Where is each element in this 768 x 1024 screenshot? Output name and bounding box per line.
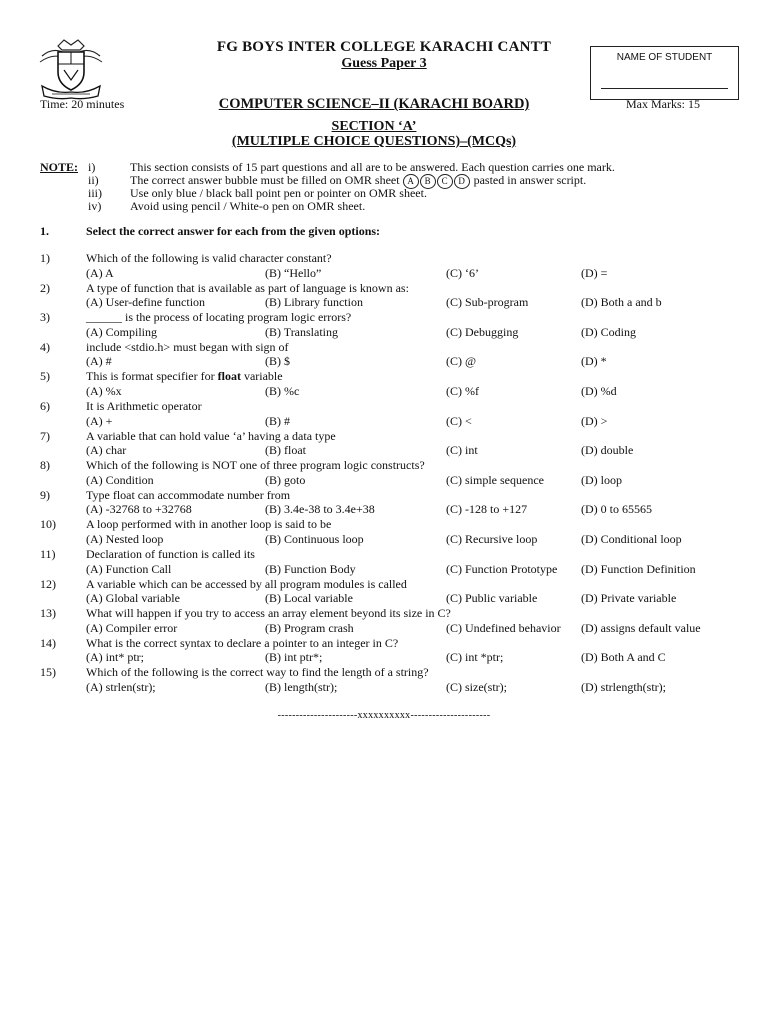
option-d: (D) Function Definition bbox=[581, 561, 696, 576]
question-number: 12) bbox=[40, 576, 56, 591]
bubble-d-icon: D bbox=[454, 174, 470, 189]
option-d: (D) assigns default value bbox=[581, 620, 701, 635]
option-a: (A) Function Call bbox=[86, 561, 172, 576]
question-text: Which of the following is NOT one of three program logic constructs? bbox=[86, 458, 425, 473]
section-title: SECTION ‘A’ bbox=[331, 119, 417, 134]
question-number: 15) bbox=[40, 665, 56, 680]
option-c: (C) int *ptr; bbox=[446, 650, 504, 665]
option-b: (B) “Hello” bbox=[265, 265, 322, 280]
question-text-part: This is format specifier for bbox=[86, 369, 218, 384]
option-c: (C) size(str); bbox=[446, 679, 507, 694]
question-keyword: float bbox=[217, 369, 241, 384]
option-c: (C) Debugging bbox=[446, 324, 519, 339]
option-b: (B) $ bbox=[265, 354, 290, 369]
option-a: (A) + bbox=[86, 413, 113, 428]
option-a: (A) int* ptr; bbox=[86, 650, 144, 665]
question-text: A loop performed with in another loop is said to be bbox=[86, 517, 332, 532]
bubble-b-icon: B bbox=[420, 174, 436, 189]
note-suffix: pasted in answer script. bbox=[473, 173, 587, 187]
bubble-a-icon: A bbox=[403, 174, 419, 189]
question-text: Type float can accommodate number from bbox=[86, 487, 291, 502]
option-c: (C) Recursive loop bbox=[446, 531, 538, 546]
option-d: (D) 0 to 65565 bbox=[581, 502, 652, 517]
max-marks: Max Marks: 15 bbox=[626, 97, 700, 111]
time-allowed: Time: 20 minutes bbox=[40, 97, 125, 111]
question-number: 1) bbox=[40, 251, 50, 265]
option-b: (B) Function Body bbox=[265, 561, 356, 576]
question-number: 2) bbox=[40, 280, 50, 295]
note-text: Use only blue / black ball point pen or pointer on OMR sheet. bbox=[130, 186, 427, 200]
option-c: (C) -128 to +127 bbox=[446, 502, 528, 517]
option-a: (A) User-define function bbox=[86, 295, 206, 310]
option-b: (B) float bbox=[265, 443, 306, 458]
option-b: (B) int ptr*; bbox=[265, 650, 323, 665]
q1-instruction: Select the correct answer for each from the given options: bbox=[86, 224, 381, 238]
note-num: i) bbox=[88, 160, 96, 174]
question-number: 11) bbox=[40, 547, 56, 561]
option-b: (B) length(str); bbox=[265, 679, 338, 694]
option-c: (C) simple sequence bbox=[446, 472, 544, 487]
subject-title: COMPUTER SCIENCE–II (KARACHI BOARD) bbox=[218, 96, 530, 112]
option-a: (A) char bbox=[86, 443, 127, 458]
option-b: (B) Translating bbox=[265, 324, 339, 339]
question-number: 8) bbox=[40, 458, 50, 473]
option-a: (A) Compiling bbox=[86, 324, 157, 339]
option-a: (A) Condition bbox=[86, 472, 154, 487]
question-text: What is the correct syntax to declare a pointer to an integer in C? bbox=[86, 635, 399, 650]
option-b: (B) # bbox=[265, 413, 290, 428]
option-a: (A) Nested loop bbox=[86, 531, 164, 546]
option-c: (C) int bbox=[446, 443, 478, 458]
question-text: include <stdio.h> must began with sign of bbox=[86, 339, 289, 354]
option-b: (B) goto bbox=[265, 472, 306, 487]
option-d: (D) > bbox=[581, 413, 608, 428]
option-b: (B) Program crash bbox=[265, 620, 354, 635]
option-d: (D) Private variable bbox=[581, 591, 677, 606]
note-label: NOTE: bbox=[40, 160, 79, 174]
note-num: ii) bbox=[88, 173, 99, 187]
option-d: (D) Both a and b bbox=[581, 295, 662, 310]
note-num: iii) bbox=[88, 186, 102, 200]
college-name: FG BOYS INTER COLLEGE KARACHI CANTT bbox=[216, 39, 552, 55]
option-d: (D) Both A and C bbox=[581, 650, 666, 665]
question-text bbox=[86, 369, 283, 384]
question-number: 9) bbox=[40, 487, 50, 502]
option-d: (D) loop bbox=[581, 472, 622, 487]
section-subtitle: (MULTIPLE CHOICE QUESTIONS)–(MCQs) bbox=[231, 134, 517, 149]
option-c: (C) ‘6’ bbox=[446, 265, 479, 280]
option-a: (A) -32768 to +32768 bbox=[86, 502, 192, 517]
footer-separator: ----------------------xxxxxxxxxx---------------------- bbox=[277, 710, 491, 721]
option-d: (D) * bbox=[581, 354, 607, 369]
option-a: (A) %x bbox=[86, 383, 122, 398]
note-label-text: NOTE bbox=[40, 160, 75, 174]
option-b: (B) Local variable bbox=[265, 591, 353, 606]
name-box-label: NAME OF STUDENT bbox=[616, 52, 713, 63]
option-a: (A) Compiler error bbox=[86, 620, 178, 635]
option-b: (B) %c bbox=[265, 383, 300, 398]
note-text: This section consists of 15 part questions and all are to be answered. Each question carries one mark. bbox=[130, 160, 615, 174]
option-c: (C) < bbox=[446, 413, 472, 428]
question-number: 4) bbox=[40, 339, 50, 354]
question-number: 13) bbox=[40, 606, 56, 621]
question-text: It is Arithmetic operator bbox=[86, 399, 202, 413]
bubble-c-icon: C bbox=[437, 174, 453, 189]
option-c: (C) Undefined behavior bbox=[446, 620, 561, 635]
option-b: (B) Library function bbox=[265, 295, 363, 310]
option-b: (B) 3.4e-38 to 3.4e+38 bbox=[265, 502, 375, 517]
question-text: A variable which can be accessed by all program modules is called bbox=[86, 576, 407, 591]
option-d: (D) strlength(str); bbox=[581, 679, 666, 694]
question-text: A type of function that is available as part of language is known as: bbox=[86, 280, 409, 295]
question-text: Which of the following is the correct way to find the length of a string? bbox=[86, 665, 429, 680]
question-text: What will happen if you try to access an array element beyond its size in C? bbox=[86, 606, 451, 621]
option-d: (D) Conditional loop bbox=[581, 531, 682, 546]
question-text-part: variable bbox=[240, 369, 283, 384]
question-number: 10) bbox=[40, 517, 56, 532]
option-c: (C) @ bbox=[446, 354, 477, 369]
question-number: 6) bbox=[40, 399, 50, 413]
question-number: 5) bbox=[40, 369, 50, 384]
option-d: (D) %d bbox=[581, 383, 617, 398]
option-c: (C) Public variable bbox=[446, 591, 538, 606]
option-c: (C) %f bbox=[446, 383, 479, 398]
note-num: iv) bbox=[88, 199, 102, 213]
option-d: (D) Coding bbox=[581, 324, 636, 339]
question-number: 14) bbox=[40, 635, 56, 650]
note-text: Avoid using pencil / White-o pen on OMR sheet. bbox=[130, 199, 366, 213]
name-line bbox=[601, 88, 728, 89]
paper-title: Guess Paper 3 bbox=[341, 56, 427, 71]
option-a: (A) strlen(str); bbox=[86, 679, 156, 694]
option-c: (C) Sub-program bbox=[446, 295, 529, 310]
option-a: (A) Global variable bbox=[86, 591, 180, 606]
option-c: (C) Function Prototype bbox=[446, 561, 558, 576]
q1-number: 1. bbox=[40, 224, 49, 238]
option-a: (A) A bbox=[86, 265, 114, 280]
note-text: The correct answer bubble must be filled on OMR sheet bbox=[130, 173, 400, 187]
question-number: 7) bbox=[40, 428, 50, 443]
option-a: (A) # bbox=[86, 354, 112, 369]
option-d: (D) = bbox=[581, 265, 608, 280]
question-text: ______ is the process of locating program logic errors? bbox=[86, 310, 352, 325]
name-of-student-box bbox=[590, 46, 739, 100]
option-b: (B) Continuous loop bbox=[265, 531, 364, 546]
question-text: A variable that can hold value ‘a’ having a data type bbox=[86, 428, 336, 443]
option-d: (D) double bbox=[581, 443, 634, 458]
question-text: Declaration of function is called its bbox=[86, 547, 255, 561]
question-text: Which of the following is valid character constant? bbox=[86, 251, 332, 265]
question-number: 3) bbox=[40, 310, 50, 325]
